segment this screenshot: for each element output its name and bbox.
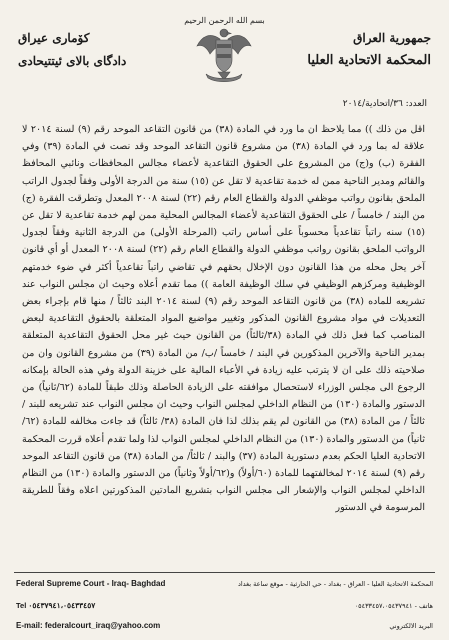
country-name-arabic: جمهورية العراق: [353, 31, 431, 45]
header-arabic-block: [281, 30, 431, 70]
basmala: بسم الله الرحمن الرحيم: [184, 16, 265, 25]
header-kurdish-block: [18, 30, 168, 70]
iraq-eagle-emblem-icon: [194, 24, 254, 86]
footer-email: E-mail: federalcourt_iraq@yahoo.com: [16, 621, 161, 630]
footer-divider: [14, 572, 435, 573]
ruling-body: [22, 121, 425, 517]
court-name-kurdish: دادگای بالای ئیتتیحادی: [18, 54, 127, 68]
court-name-arabic: المحكمة الاتحادية العليا: [307, 53, 431, 68]
reference-number: العدد: ٣٦/اتحادية/٢٠١٤: [342, 99, 427, 109]
footer-court-name-english: Federal Supreme Court - Iraq- Baghdad: [16, 579, 166, 588]
country-name-kurdish: كۆماری عیراق: [18, 31, 90, 45]
ruling-paragraph: اقل من ذلك )) مما يلاحظ ان ما ورد في المادة (٣٨) من قانون التقاعد الموحد رقم (٩) لسنة ٢٠١٤ لا علاقة له بما ورد في المادة (٣٨) من مشروع قانون التقاعد الموحد وقد نصت في المادة (٣٩) وفي الفقرة (ب) و(ج) من المشروع على الحقوق التقاعدية لأعضاء مجالس المحافظات ونائبي المحافظ والقائم ومدير الناحية ممن له خدمة تقاعدية لا تقل عن (١٥) سنة من الدرجة الأولى وفقاً لجدول الراتب الملحق بقانون رواتب موظفي الدولة والقطاع العام رقم (٢٢) لسنة ٢٠٠٨ المعدل وتطرقت الفقرة (ج) من البند / خامساً / على الحقوق التقاعدية لأعضاء المجالس المحلية ممن لهم خدمة تقاعدية لا تقل عن (١٥) سنه راتباً تقاعدياً محسوباً على أساس راتب (المرحلة الأولى) من الدرجة الثانية وفقاً لجدول الرواتب الملحق بقانون رواتب موظفي الدولة والقطاع العام رقم (٢٢) لسنة ٢٠٠٨ المعدل أو أي قانون آخر يحل محله من هذا القانون دون الإخلال بحقهم في تقاضي راتباً تقاعدياً أكثر في ضوء خدمتهم الوظيفية ومركزهم الوظيفي في سلك الوظيفة العامة )) مما تقدم أعلاه وحيث ان مجلس النواب عند تشريعه للماده (٣٨) من قانون التقاعد الموحد رقم (٩) لسنة ٢٠١٤ البند ثالثاً / منها قام بإجراء بعض التعديلات في مواد مشروع القانون المذكور وتغيير مواضيع المواد المتعلقة بالحقوق التقاعدية لبعض المناصب كما فعل ذلك في المادة (٣٨/ثالثاً) من القانون حيث غير محل الحقوق التقاعدية المتعلقة بمدير الناحية والآخرين المذكورين في البند / خامساً /ب/ من المادة (٣٩) من مشروع القانون وان من صلاحيته ذلك على ان لا يترتب عليه زيادة في الأعباء المالية على خزينة الدولة وفي هذه الحالة بإمكانه الرجوع الى مجلس الوزراء لاستحصال موافقته على الزيادة الحاصلة وذلك طبقاً للمادة (٦٢/ثانياً) من الدستور والمادة (١٣٠) من النظام الداخلي لمجلس النواب وحيث ان مجلس النواب عند تشريعه للبند / ثالثاً / من المادة (٣٨) من القانون لم يقم بذلك لذا فان المادة (٣٨/ ثالثاً) قد جاءت مخالفه للمادة (٦٢/ ثانياً) من الدستور والمادة (١٣٠) من النظام الداخلي لمجلس النواب لذا ولما تقدم أعلاه قررت المحكمة الاتحادية العليا الحكم بعدم دستورية المادة (٣٧) والبند / ثالثاً/ من المادة (٣٨) من قانون التقاعد الموحد رقم (٩) لسنة ٢٠١٤ لمخالفتهما للمادة (٦٠/أولاً) و(٦٢/أولاً وثانياً) من الدستور والمادة (١٣٠) من النظام الداخلي لمجلس النواب والإشعار الى مجلس النواب بتشريع المادتين المذكورتين اعلاه وفقاً للطريقة المرسومة في الدستور: [22, 124, 426, 514]
footer-telephone-arabic: هاتف - ٠٥٤٣٣٤٥٧،٠٥٤٣٧٩٤١: [354, 602, 433, 610]
footer-english-block: [16, 578, 216, 632]
footer-email-label-arabic: البريد الالكتروني: [389, 622, 433, 630]
footer-arabic-block: [233, 578, 433, 632]
footer-address-arabic: المحكمة الاتحادية العليا - العراق - بغداد - حي الحارثية - موقع ساعة بغداد: [238, 580, 433, 588]
footer-telephone-english: Tel ٠٥٤٣٧٩٤١،٠٥٤٣٣٤٥٧: [16, 601, 96, 610]
